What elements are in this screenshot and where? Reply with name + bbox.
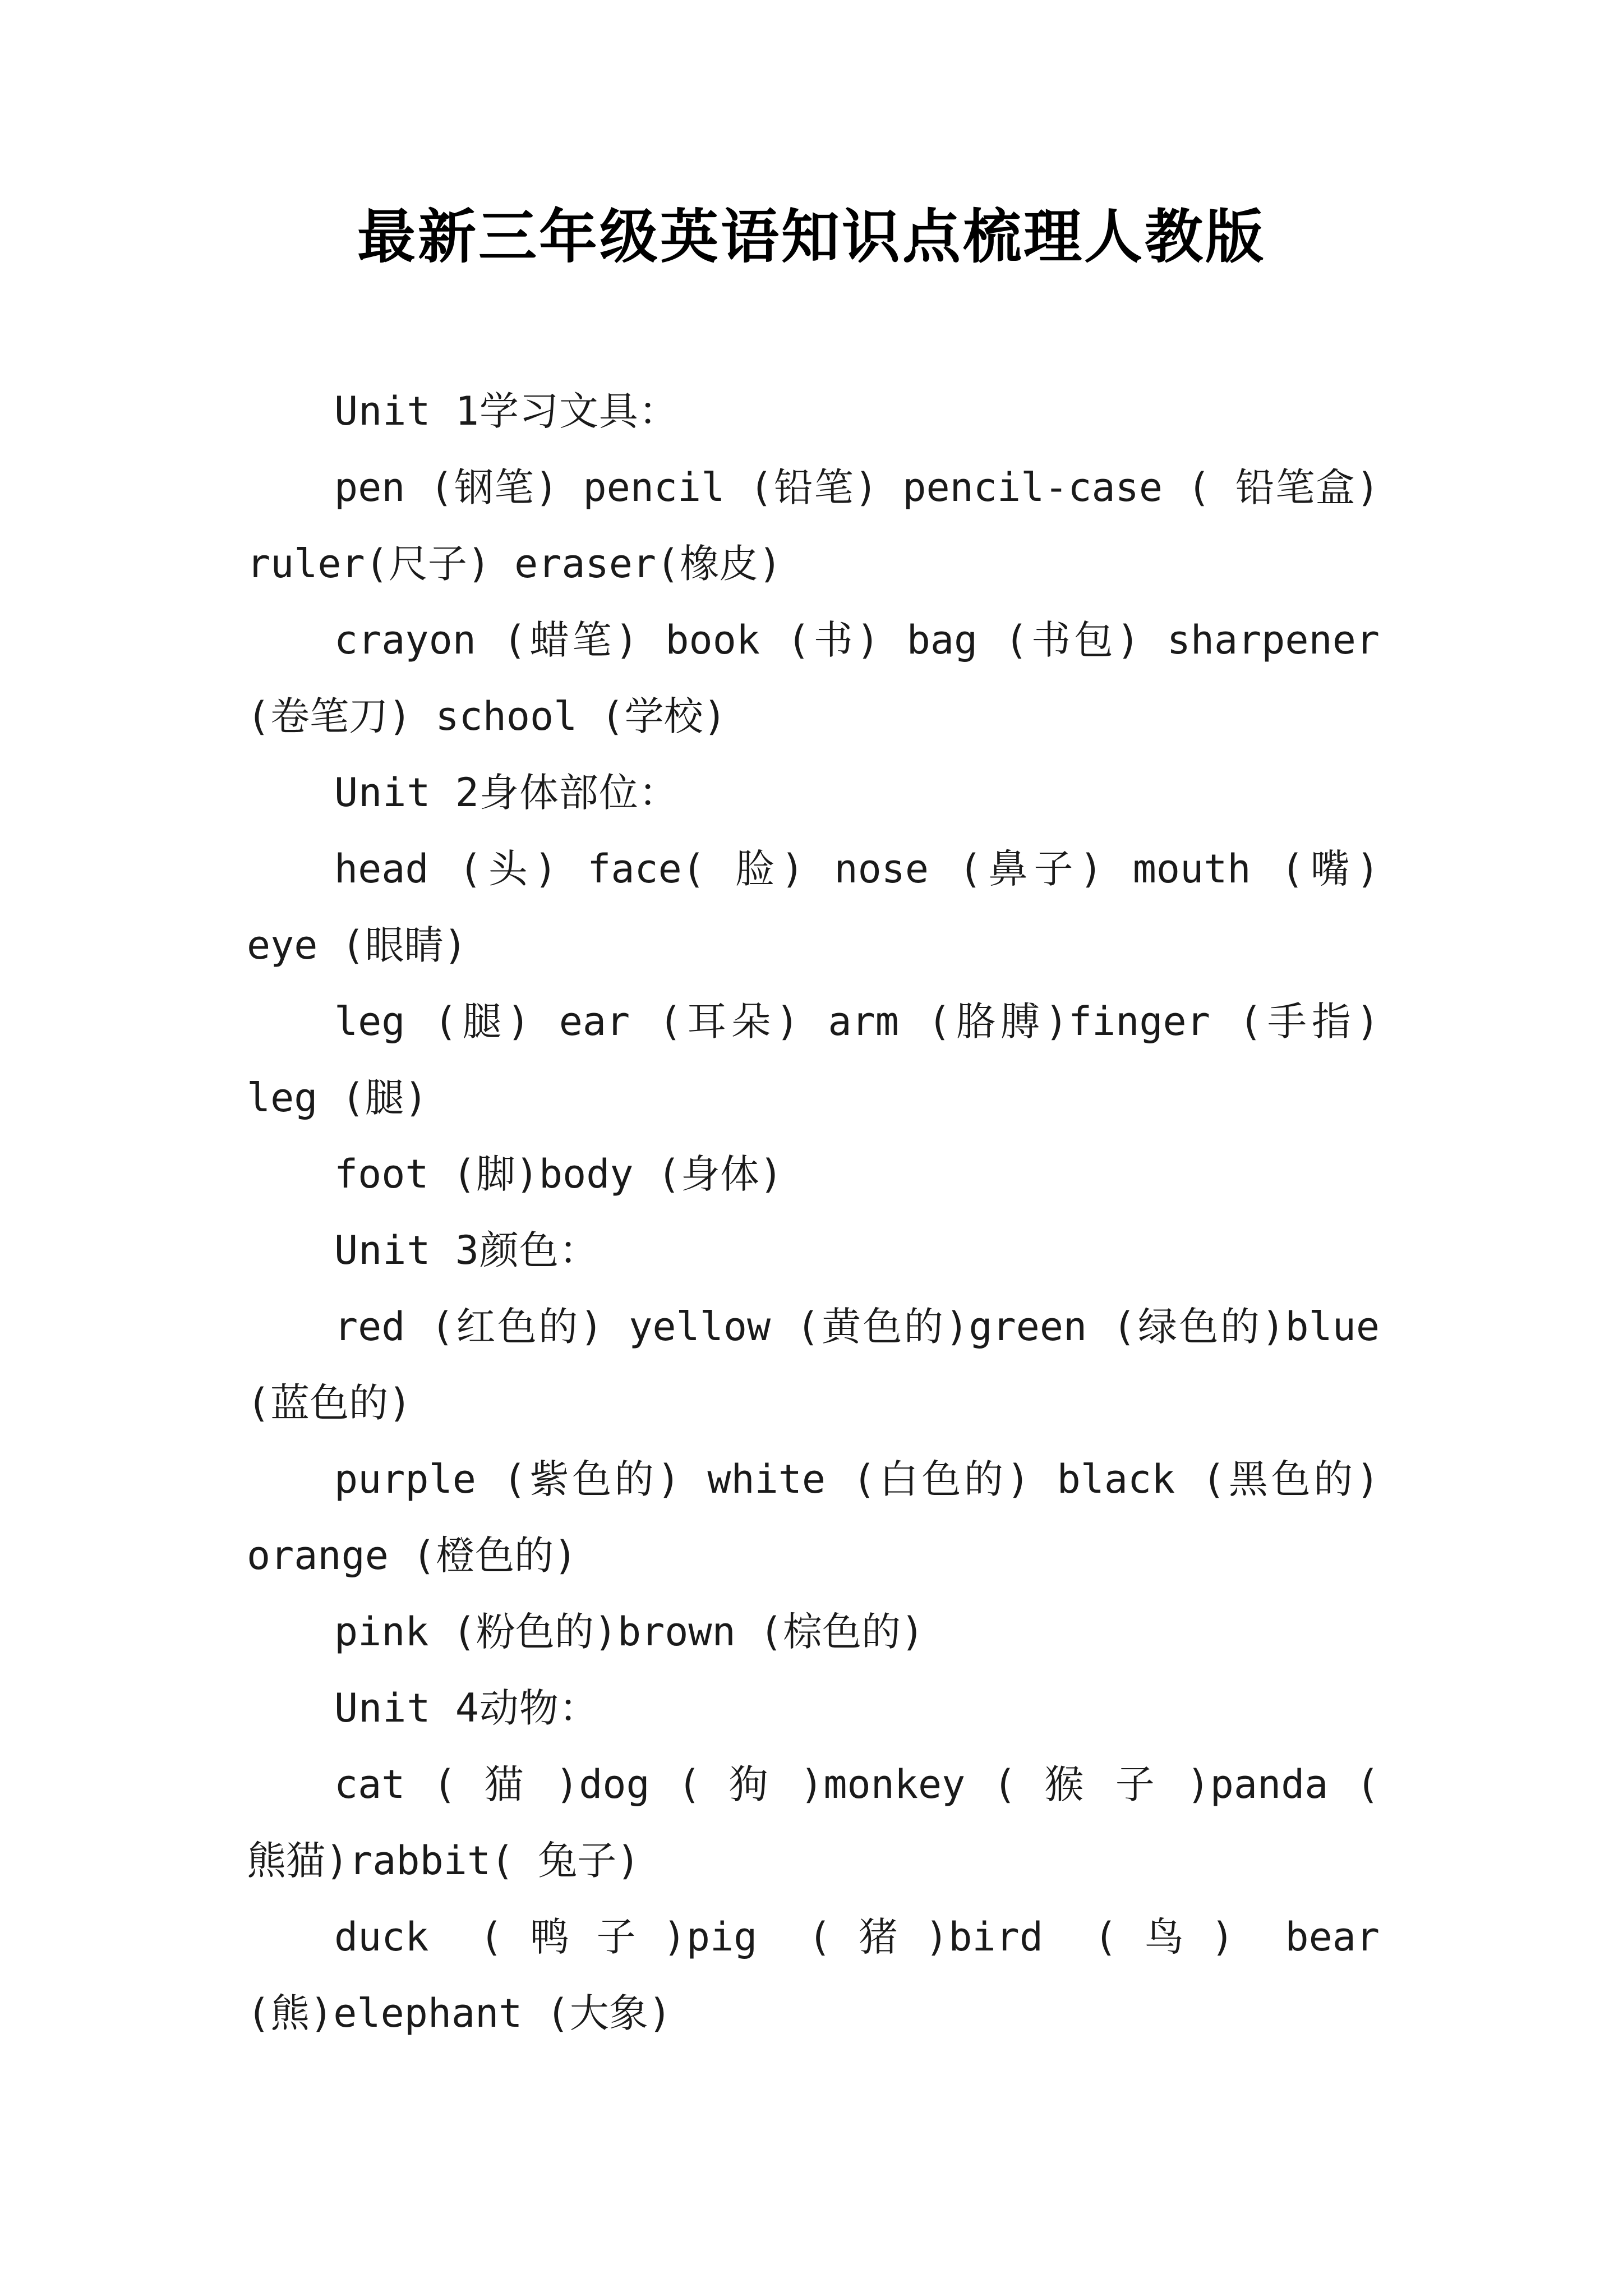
unit-4-heading: Unit 4动物： <box>334 1685 599 1731</box>
unit-1-vocab-line-1: pen (钢笔) pencil (铅笔) pencil-case ( 铅笔盒) ruler(尺子) eraser(橡皮) <box>247 464 1380 587</box>
unit-3-vocab-line-1: red (红色的) yellow (黄色的)green (绿色的)blue (蓝色的) <box>247 1304 1380 1426</box>
unit-4-vocab-line-2: duck (鸭子)pig (猪)bird (鸟) bear (熊)elephant (大象) <box>247 1914 1380 2036</box>
unit-1-heading: Unit 1学习文具： <box>334 388 679 434</box>
unit-3-vocab-line-3: pink (粉色的)brown (棕色的) <box>334 1609 925 1655</box>
unit-2-vocab-line-2: leg (腿) ear (耳朵) arm (胳膊)finger (手指) leg (腿) <box>247 999 1380 1121</box>
unit-3-vocab-line-2: purple (紫色的) white (白色的) black (黑色的) orange (橙色的) <box>247 1456 1380 1579</box>
document-title: 最新三年级英语知识点梳理人教版 <box>357 202 1266 271</box>
unit-2-heading: Unit 2身体部位： <box>334 770 679 816</box>
unit-2-vocab-line-3: foot (脚)body (身体) <box>334 1151 783 1197</box>
unit-1-vocab-line-2: crayon (蜡笔) book (书) bag (书包) sharpener (卷笔刀) school (学校) <box>247 617 1380 739</box>
unit-4-vocab-line-1: cat ( 猫 )dog ( 狗 )monkey ( 猴 子 )panda ( 熊猫)rabbit( 兔子) <box>247 1761 1380 1884</box>
unit-2-vocab-line-1: head (头) face( 脸) nose (鼻子) mouth (嘴) eye (眼睛) <box>247 846 1380 968</box>
unit-3-heading: Unit 3颜色： <box>334 1227 599 1273</box>
document-body <box>247 373 1380 2051</box>
